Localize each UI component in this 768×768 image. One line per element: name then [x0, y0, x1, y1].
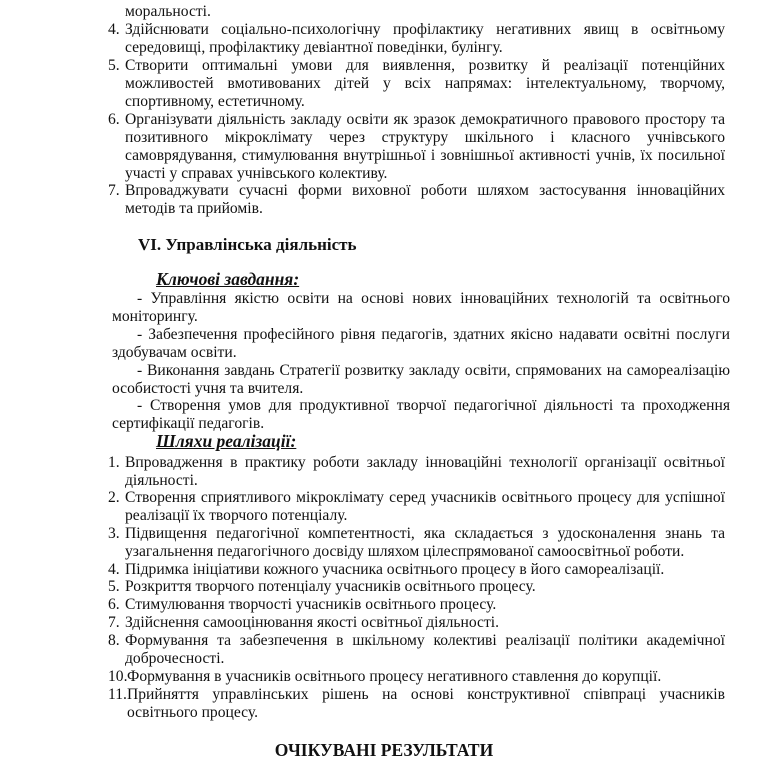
key-task-item: - Забезпечення професійного рівня педагогів, здатних якісно надавати освітні послуги здобувачам освіти.	[112, 326, 730, 361]
list-item	[108, 57, 725, 111]
list-number: 4.	[108, 561, 120, 578]
list-number: 2.	[108, 489, 120, 506]
list-text: Здійснювати соціально-психологічну профілактику негативних явищ в освітньому середовищі, профілактику девіантної поведінки, булінгу.	[125, 21, 725, 56]
list-text: Підримка ініціативи кожного учасника освітнього процесу в його самореалізації.	[125, 561, 665, 578]
list-text: Підвищення педагогічної компетентності, яка складається з удосконалення знань та узагальнення педагогічного досвіду шляхом цілеспрямованої самоосвітньої роботи.	[125, 525, 725, 560]
list-text: Стимулювання творчості учасників освітнього процесу.	[125, 596, 497, 613]
list-item	[108, 632, 725, 668]
key-task-item: - Виконання завдань Стратегії розвитку закладу освіти, спрямованих на самореалізацію особистості учня та вчителя.	[112, 362, 730, 397]
list-text: Формування та забезпечення в шкільному колективі реалізації політики академічної доброчесності.	[125, 632, 725, 667]
list-number: 8.	[108, 632, 120, 649]
list-text: Створити оптимальні умови для виявлення, розвитку й реалізації потенційних можливостей вмотивованих дітей у всіх напрямах: інтелектуальному, творчому, спортивному, естетичному.	[125, 57, 725, 110]
list-item	[108, 489, 725, 525]
list-text: Розкриття творчого потенціалу учасників освітнього процесу.	[125, 578, 536, 595]
list-number: 6.	[108, 596, 120, 613]
continuation-text: моральності.	[125, 3, 211, 20]
list-text: Формування в учасників освітнього процесу негативного ставлення до корупції.	[127, 668, 662, 685]
list-text: Впроваджувати сучасні форми виховної роботи шляхом застосування інноваційних методів та прийомів.	[125, 182, 725, 217]
ways-heading: Шляхи реалізації:	[156, 431, 297, 451]
list-number: 1.	[108, 454, 120, 471]
list-number: 5.	[108, 578, 120, 595]
list-item	[108, 614, 725, 632]
list-item	[108, 111, 725, 183]
list-item	[108, 686, 725, 722]
list-item	[108, 668, 725, 686]
list-number: 7.	[108, 182, 120, 199]
list-text: Створення сприятливого мікроклімату серед учасників освітнього процесу для успішної реалізації їх творчого потенціалу.	[125, 489, 725, 524]
list-item	[108, 182, 725, 218]
list-number: 10.	[108, 668, 128, 685]
list-item	[108, 561, 725, 579]
list-item	[108, 596, 725, 614]
list-text: Організувати діяльність закладу освіти як зразок демократичного правового простору та позитивного мікроклімату через структуру шкільного і класного учнівського самоврядування, стимулювання внутрішньої і зовнішньої активності учнів, їх посильної участі у справах учнівського колективу.	[125, 111, 725, 182]
list-item	[108, 578, 725, 596]
list-number: 4.	[108, 21, 120, 38]
list-text: Здійснення самооцінювання якості освітньої діяльності.	[125, 614, 500, 631]
list-item	[108, 525, 725, 561]
list-number: 6.	[108, 111, 120, 128]
list-number: 7.	[108, 614, 120, 631]
key-task-item: - Управління якістю освіти на основі нових інноваційних технологій та освітнього моніторингу.	[112, 290, 730, 325]
list-number: 5.	[108, 57, 120, 74]
list-number: 3.	[108, 525, 120, 542]
key-tasks-heading: Ключові завдання:	[156, 269, 300, 289]
list-number: 11.	[108, 686, 127, 703]
key-task-item: - Створення умов для продуктивної творчої педагогічної діяльності та проходження сертифікації педагогів.	[112, 397, 730, 432]
results-title: ОЧІКУВАНІ РЕЗУЛЬТАТИ	[274, 740, 494, 760]
section-title: VI. Управлінська діяльність	[138, 235, 357, 254]
list-text: Впровадження в практику роботи закладу інноваційні технології організації освітньої діяльності.	[125, 454, 725, 489]
list-text: Прийняття управлінських рішень на основі конструктивної співпраці учасників освітнього процесу.	[127, 686, 725, 721]
list-item	[108, 454, 725, 490]
list-item	[108, 21, 725, 57]
